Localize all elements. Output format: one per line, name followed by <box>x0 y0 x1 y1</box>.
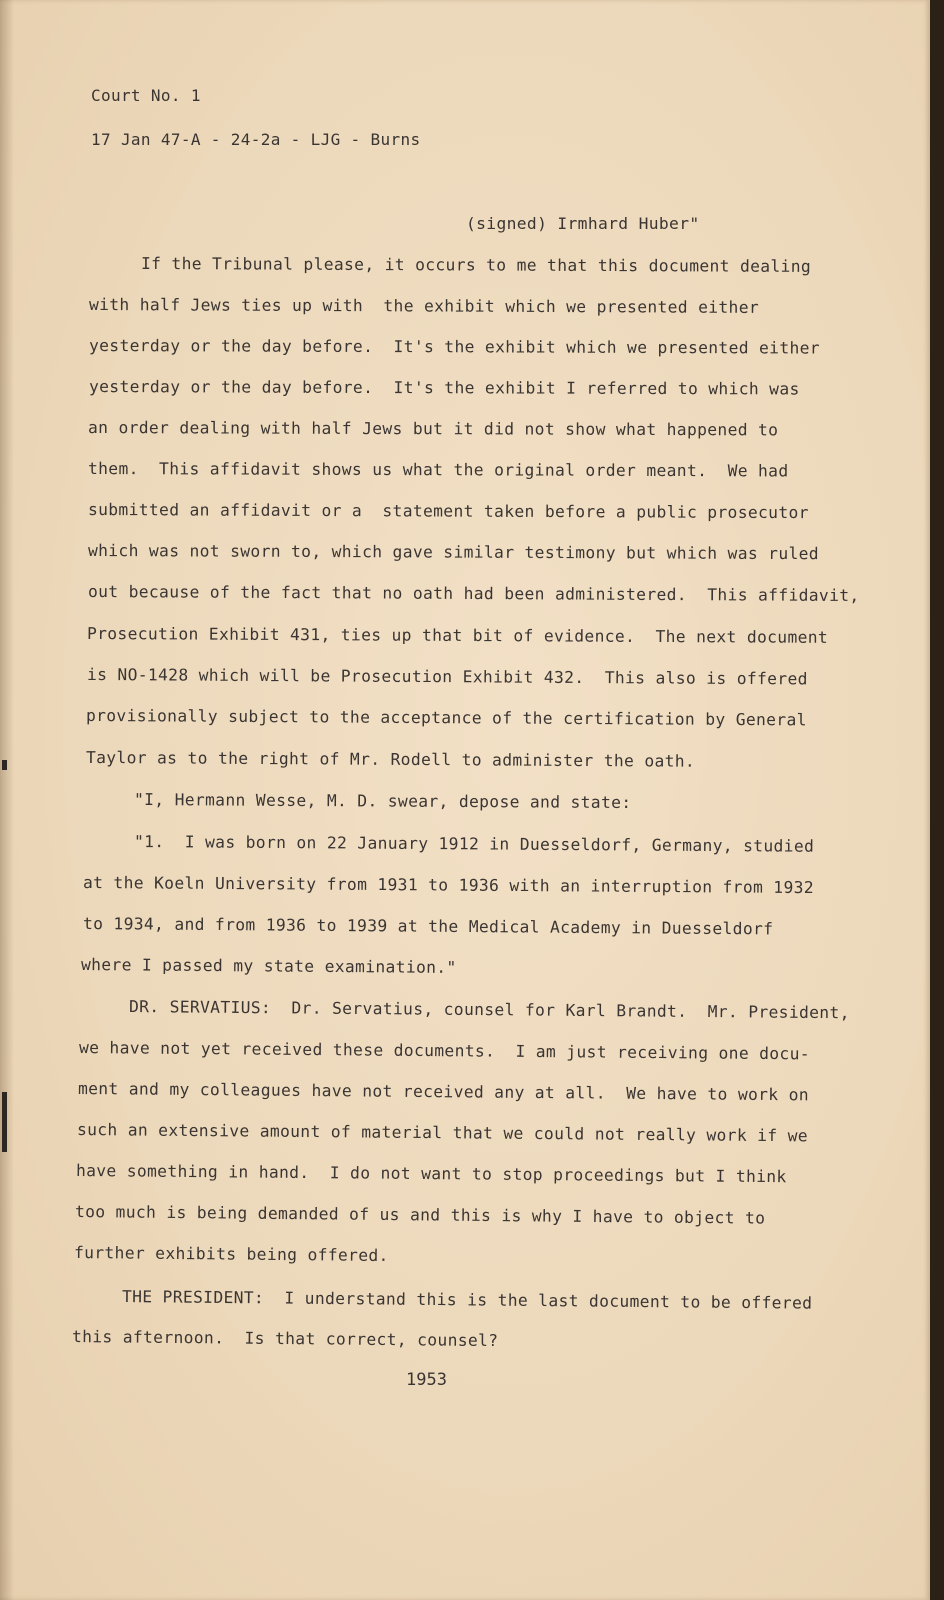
transcript-line: them. This affidavit shows us what the original order meant. We had <box>87 459 789 481</box>
transcript-line: this afternoon. Is that correct, counsel? <box>71 1327 499 1351</box>
transcript-line: yesterday or the day before. It's the exhibit I referred to which was <box>88 377 800 399</box>
transcript-line: further exhibits being offered. <box>73 1243 389 1266</box>
transcript-line: to 1934, and from 1936 to 1939 at the Medical Academy in Duesseldorf <box>82 914 774 939</box>
transcript-line: is NO-1428 which will be Prosecution Exhibit 432. This also is offered <box>86 665 808 689</box>
margin-mark <box>2 760 7 770</box>
transcript-line: Taylor as to the right of Mr. Rodell to administer the oath. <box>85 748 696 771</box>
transcript-line: provisionally subject to the acceptance of the certification by General <box>85 706 807 730</box>
court-number: Court No. 1 <box>91 86 201 105</box>
transcript-line: submitted an affidavit or a statement taken before a public prosecutor <box>87 500 809 523</box>
transcript-line: If the Tribunal please, it occurs to me that this document dealing <box>140 254 812 276</box>
transcript-line: DR. SERVATIUS: Dr. Servatius, counsel for Karl Brandt. Mr. President, <box>128 997 850 1023</box>
page-number: 1953 <box>406 1370 447 1390</box>
transcript-line: we have not yet received these documents. I am just receiving one docu- <box>78 1038 811 1064</box>
transcript-line: too much is being demanded of us and this is why I have to object to <box>74 1202 766 1228</box>
transcript-line: which was not sworn to, which gave similar testimony but which was ruled <box>87 541 820 564</box>
transcript-line: out because of the fact that no oath had been administered. This affidavit, <box>87 582 860 606</box>
transcript-line: Prosecution Exhibit 431, ties up that bit of evidence. The next document <box>86 624 829 647</box>
session-line: 17 Jan 47-A - 24-2a - LJG - Burns <box>91 130 421 149</box>
transcript-line: THE PRESIDENT: I understand this is the last document to be offered <box>121 1287 813 1313</box>
transcript-line: "I, Hermann Wesse, M. D. swear, depose and state: <box>133 790 632 813</box>
transcript-line: (signed) Irmhard Huber" <box>466 214 700 233</box>
transcript-line: ment and my colleagues have not received any at all. We have to work on <box>77 1079 810 1105</box>
transcript-line: an order dealing with half Jews but it did not show what happened to <box>87 418 779 440</box>
transcript-line: have something in hand. I do not want to stop proceedings but I think <box>75 1161 787 1187</box>
margin-mark <box>2 1092 7 1152</box>
transcript-line: such an extensive amount of material that we could not really work if we <box>76 1120 809 1146</box>
transcript-line: where I passed my state examination." <box>80 955 457 977</box>
transcript-line: at the Koeln University from 1931 to 1936 with an interruption from 1932 <box>82 873 815 898</box>
transcript-line: yesterday or the day before. It's the exhibit which we presented either <box>88 336 820 358</box>
page-edge-shadow <box>0 0 14 1600</box>
transcript-line: with half Jews ties up with the exhibit which we presented either <box>88 295 760 317</box>
transcript-line: "1. I was born on 22 January 1912 in Duesseldorf, Germany, studied <box>133 832 815 856</box>
